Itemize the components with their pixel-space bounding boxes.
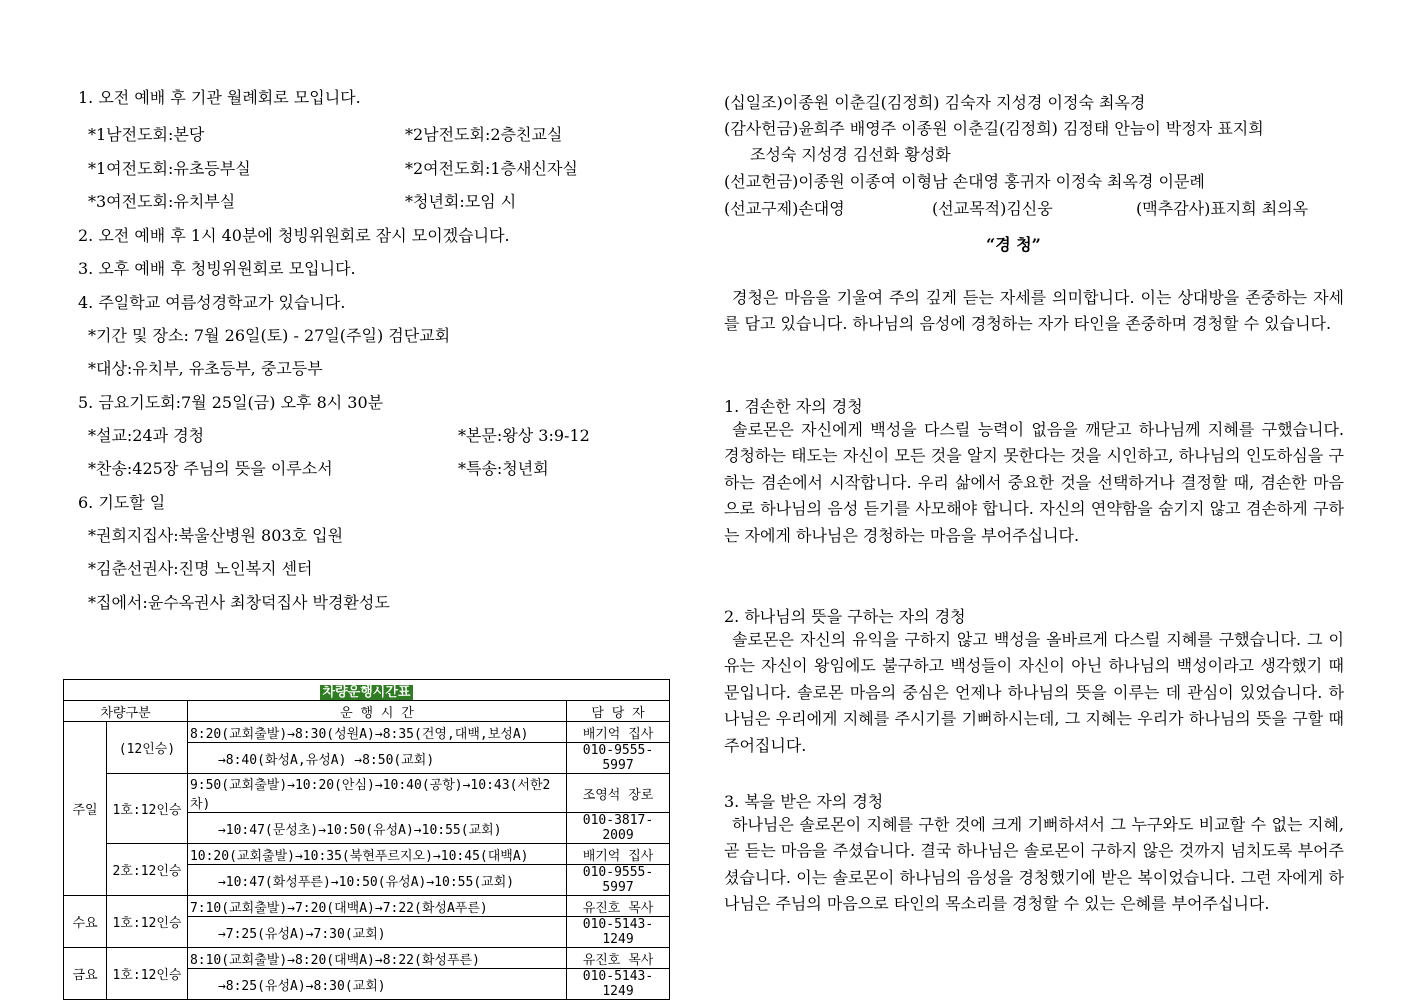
header-time: 운 행 시 간 [187,701,566,722]
schedule-title: 차량운행시간표 [320,685,414,700]
time-cell: →7:25(유성A)→7:30(교회) [187,917,566,948]
announcement-1-item: *청년회:모임 시 [405,192,517,211]
time-cell: 7:10(교회출발)→7:20(대백A)→7:22(화성A푸른) [187,896,566,917]
vehicle-cell: 1호:12인승 [107,896,188,948]
section-3-title: 3. 복을 받은 자의 경청 [724,792,884,811]
announcement-1-item: *1남전도회:본당 [88,125,205,144]
offering-names: 표지희 최의옥 [1210,199,1309,218]
announcement-6: 6. 기도할 일 [78,493,166,512]
time-cell: →10:47(화성푸른)→10:50(유성A)→10:55(교회) [187,865,566,896]
table-row [64,774,670,813]
phone-cell: 010-9555-5997 [567,865,670,896]
offering-tithe [724,93,1145,113]
announcement-1-item: *1여전도회:유초등부실 [88,159,251,178]
table-row [64,722,670,743]
offering-names: 손대영 [798,199,845,218]
vehicle-cell: 1호:12인승 [107,948,188,1000]
section-1-title: 1. 겸손한 자의 경청 [724,397,863,416]
phone-cell: 010-3817-2009 [567,813,670,844]
time-cell: 9:50(교회출발)→10:20(안심)→10:40(공항)→10:43(서한2차) [187,774,566,813]
section-3-body: 하나님은 솔로몬이 지혜를 구한 것에 크게 기뻐하셔서 그 누구와도 비교할 수 없는 지혜, 곧 듣는 마음을 주셨습니다. 결국 하나님은 솔로몬이 구하지 않은 것까지 넘치도록 부어주셨습니다. 이는 솔로몬이 하나님의 음성을 경청했기에 받은 복이었습니다. 그런 자에게 하나님은 주님의 마음으로 타인의 목소리를 경청할 수 있는 은혜를 부어주십니다. [724,815,1344,914]
offering-harvest [1136,199,1308,219]
prayer-item: *권희지집사:북울산병원 803호 입원 [88,526,344,545]
offering-purpose [932,199,1053,219]
announcement-5-item: *본문:왕상 3:9-12 [458,426,590,445]
offering-names: 윤희주 배영주 이종원 이춘길(김정희) 김정태 안늠이 박정자 표지희 [798,119,1264,138]
offering-thanks-cont: 조성숙 지성경 김선화 황성화 [750,145,951,164]
offering-label: (감사헌금) [724,119,799,138]
announcement-4-item: *기간 및 장소: 7월 26일(토) - 27일(주일) 검단교회 [88,326,451,345]
section-2-body: 솔로몬은 자신의 유익을 구하지 않고 백성을 올바르게 다스릴 지혜를 구했습니다. 그 이유는 자신이 왕임에도 불구하고 백성들이 자신이 아닌 하나님의 백성이라고 생각했기 때문입니다. 솔로몬 마음의 중심은 언제나 하나님의 뜻을 이루는 데 관심이 있었습니다. 하나님은 우리에게 지혜를 주시기를 기뻐하시는데, 그 지혜는 우리가 하나님의 뜻을 구할 때 주어집니다. [724,630,1344,755]
announcement-4: 4. 주일학교 여름성경학교가 있습니다. [78,293,346,312]
announcement-4-item: *대상:유치부, 유초등부, 중고등부 [88,359,323,378]
table-row [64,896,670,917]
section-1-body: 솔로몬은 자신에게 백성을 다스릴 능력이 없음을 깨닫고 하나님께 지혜를 구했습니다. 경청하는 태도는 자신이 모든 것을 알지 못한다는 것을 시인하고, 하나님의 인도하심을 구하는 겸손에서 시작합니다. 우리 삶에서 중요한 것을 선택하거나 결정할 때, 겸손한 마음으로 하나님의 음성 듣기를 사모해야 합니다. 자신의 연약함을 숨기지 않고 겸손하게 구하는 자에게 하나님은 경청하는 마음을 부어주십니다. [724,420,1344,545]
announcement-5-item: *설교:24과 경청 [88,426,205,445]
table-row [64,844,670,865]
vehicle-schedule-table [63,679,670,1000]
announcement-5-item: *특송:청년회 [458,459,549,478]
sermon-title: “경 청” [986,235,1041,254]
announcement-1-item: *3여전도회:유치부실 [88,192,236,211]
time-cell: →10:47(문성초)→10:50(유성A)→10:55(교회) [187,813,566,844]
offering-label: (십일조) [724,93,783,112]
offering-label: (선교구제) [724,199,799,218]
offering-relief [724,199,845,219]
section-2-title: 2. 하나님의 뜻을 구하는 자의 경청 [724,607,966,626]
day-cell: 금요 [64,948,107,1000]
offering-thanks [724,119,1264,139]
prayer-item: *김춘선권사:진명 노인복지 센터 [88,559,313,578]
phone-cell: 010-5143-1249 [567,969,670,1000]
person-cell: 조영석 장로 [567,774,670,813]
time-cell: 10:20(교회출발)→10:35(북현푸르지오)→10:45(대백A) [187,844,566,865]
announcement-2: 2. 오전 예배 후 1시 40분에 청빙위원회로 잠시 모이겠습니다. [78,226,510,245]
vehicle-cell: 2호:12인승 [107,844,188,896]
person-cell: 유진호 목사 [567,948,670,969]
offering-names: 이종원 이종여 이형남 손대영 홍귀자 이정숙 최옥경 이문례 [798,172,1205,191]
announcement-1-item: *2남전도회:2층친교실 [405,125,563,144]
phone-cell: 010-5143-1249 [567,917,670,948]
table-header-row [64,701,670,722]
vehicle-cell: 1호:12인승 [107,774,188,844]
person-cell: 배기억 집사 [567,722,670,743]
phone-cell: 010-9555-5997 [567,743,670,774]
announcement-1-item: *2여전도회:1층새신자실 [405,159,578,178]
person-cell: 유진호 목사 [567,896,670,917]
person-cell: 배기억 집사 [567,844,670,865]
schedule-title-cell [64,680,670,701]
day-cell: 주일 [64,722,107,896]
day-cell: 수요 [64,896,107,948]
announcement-5: 5. 금요기도회:7월 25일(금) 오후 8시 30분 [78,393,384,412]
time-cell: 8:10(교회출발)→8:20(대백A)→8:22(화성푸른) [187,948,566,969]
time-cell: →8:25(유성A)→8:30(교회) [187,969,566,1000]
offering-label: (선교헌금) [724,172,799,191]
offering-label: (맥추감사) [1136,199,1211,218]
offering-mission [724,172,1205,192]
header-person: 담 당 자 [567,701,670,722]
announcement-5-item: *찬송:425장 주님의 뜻을 이루소서 [88,459,333,478]
table-row [64,948,670,969]
offering-label: (선교목적) [932,199,1007,218]
vehicle-cell: (12인승) [107,722,188,774]
offering-names: 이종원 이춘길(김정희) 김숙자 지성경 이정숙 최옥경 [782,93,1146,112]
sermon-intro: 경청은 마음을 기울여 주의 깊게 듣는 자세를 의미합니다. 이는 상대방을 존중하는 자세를 담고 있습니다. 하나님의 음성에 경청하는 자가 타인을 존중하며 경청할 수 있습니다. [724,288,1344,334]
announcement-1: 1. 오전 예배 후 기관 월례회로 모입니다. [78,88,361,107]
offering-names: 김신웅 [1006,199,1053,218]
announcement-3: 3. 오후 예배 후 청빙위원회로 모입니다. [78,259,356,278]
time-cell: 8:20(교회출발)→8:30(성원A)→8:35(건영,대백,보성A) [187,722,566,743]
prayer-item: *집에서:윤수옥권사 최창덕집사 박경환성도 [88,593,390,612]
time-cell: →8:40(화성A,유성A) →8:50(교회) [187,743,566,774]
header-vehicle: 차량구분 [64,701,188,722]
